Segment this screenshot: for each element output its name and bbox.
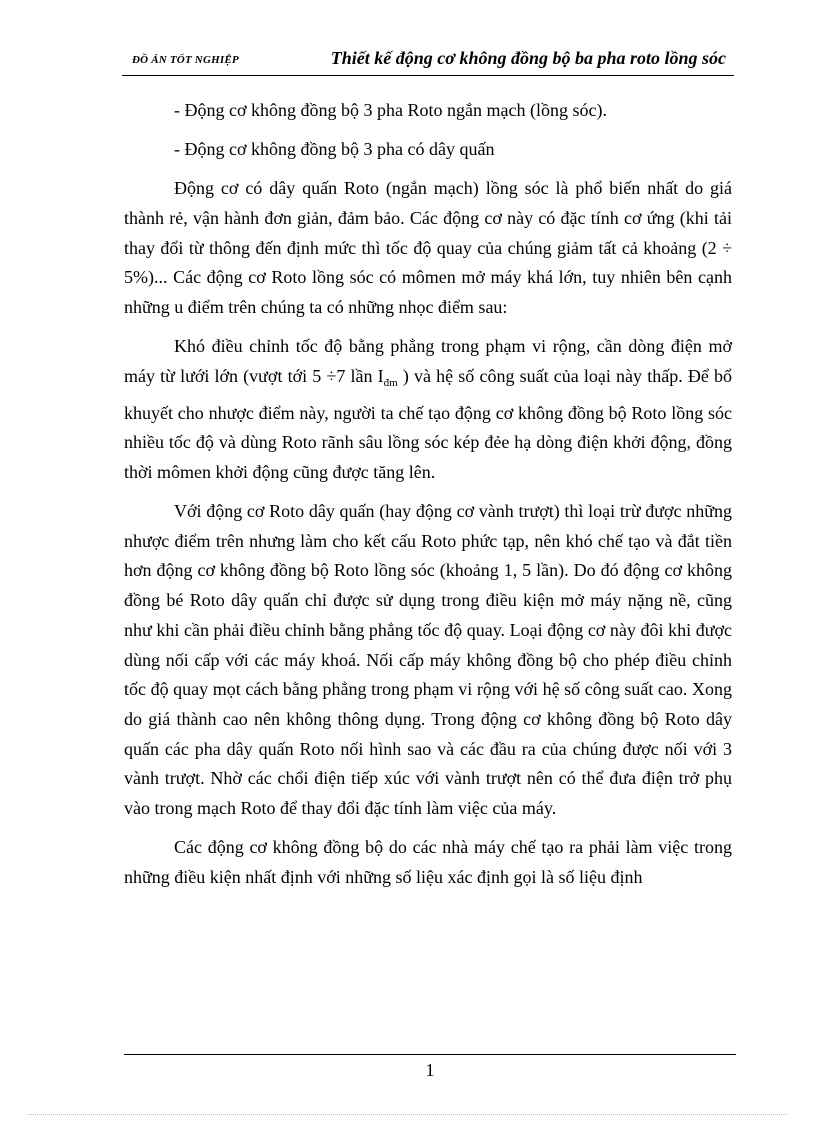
page-header (122, 46, 734, 74)
paragraph-1: Động cơ có dây quấn Roto (ngắn mạch) lồng sóc là phổ biến nhất do giá thành rẻ, vận hành đơn giản, đảm bảo. Các động cơ này có đặc tính cơ ứng (khi tải thay đổi từ thông đến định mức thì tốc độ quay của chúng giảm tất cả khoảng (2 ÷ 5%)... Các động cơ Roto lồng sóc có mômen mở máy khá lớn, tuy nhiên bên cạnh những u điểm trên chúng ta có những nhọc điểm sau: (124, 178, 732, 317)
footer-rule (124, 1054, 736, 1055)
page-bottom-border (28, 1114, 788, 1115)
paragraph-4: Các động cơ không đồng bộ do các nhà máy chế tạo ra phải làm việc trong những điều kiện nhất định với những số liệu xác định gọi là số liệu định (124, 837, 732, 887)
bullet-item: - Động cơ không đồng bộ 3 pha có dây quấn (174, 139, 495, 160)
bullet-item: - Động cơ không đồng bộ 3 pha Roto ngắn mạch (lồng sóc). (174, 100, 607, 120)
paragraph-2-text-a: Khó điều chỉnh tốc độ bằng phẳng trong phạm vi rộng, cần dòng điện mở máy từ lưới lớn (vượt tới 5 ÷7 lần I (124, 336, 732, 386)
header-left-title: ĐỒ ÁN TỐT NGHIỆP (132, 54, 239, 66)
header-rule (122, 75, 734, 76)
current-subscript: đm (383, 376, 398, 389)
page-number: 1 (425, 1060, 435, 1080)
paragraph-2 (124, 332, 732, 488)
paragraph-3: Với động cơ Roto dây quấn (hay động cơ vành trượt) thì loại trừ được những nhược điểm trên nhưng làm cho kết cấu Roto phức tạp, nên khó chế tạo và đắt tiền hơn động cơ không đồng bộ Roto lồng sóc (khoảng 1, 5 lần). Do đó động cơ không đồng bé Roto dây quấn chỉ được sử dụng trong điều kiện mở máy nặng nề, cũng như khi cần phải điều chỉnh bằng phẳng tốc độ quay. Loại động cơ này đôi khi được dùng nối cấp với các máy khoá. Nối cấp máy không đồng bộ cho phép điều chỉnh tốc độ quay mọt cách bằng phẳng trong phạm vi rộng với hệ số công suất cao. Xong do giá thành cao nên không thông dụng. Trong động cơ không đồng bộ Roto dây quấn các pha dây quấn Roto nối hình sao và các đầu ra của chúng được nối với 3 vành trượt. Nhờ các chổi điện tiếp xúc với vành trượt nên có thể đưa điện trở phụ vào trong mạch Roto để thay đổi đặc tính làm việc của máy. (124, 501, 732, 819)
header-right-title: Thiết kế động cơ không đồng bộ ba pha roto lồng sóc (330, 48, 726, 68)
paragraph-2-text-b: ) và hệ số công suất của loại này thấp. Để bổ khuyết cho nhược điểm này, người ta chế tạo động cơ không đồng bộ Roto lồng sóc nhiều tốc độ và dùng Roto rãnh sâu lồng sóc kép đẻe hạ dòng điện khởi động, đồng thời mômen khởi động cũng được tăng lên. (124, 365, 733, 482)
body-text (124, 96, 732, 902)
